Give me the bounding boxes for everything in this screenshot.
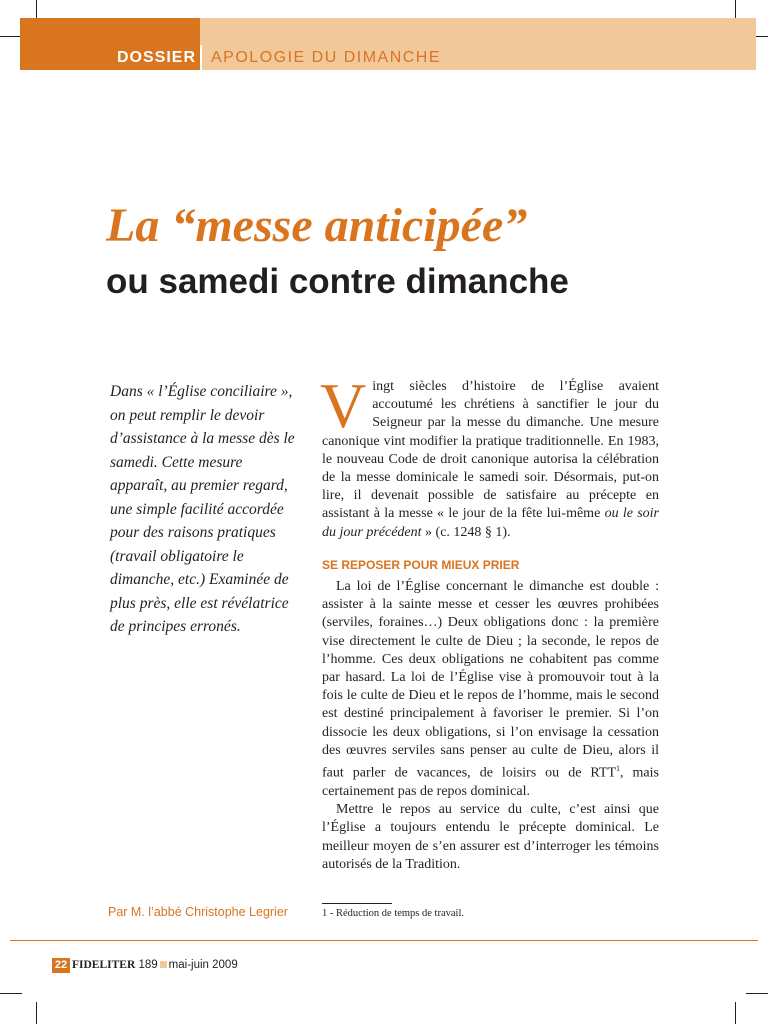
article-subtitle: ou samedi contre dimanche	[106, 262, 569, 301]
crop-mark	[0, 36, 22, 37]
magazine-info	[72, 959, 238, 971]
magazine-name: FIDELITER	[72, 959, 136, 971]
issue-date: mai-juin 2009	[168, 959, 238, 971]
intro-end: » (c. 1248 § 1).	[421, 524, 511, 540]
footnote-ref[interactable]: 1	[616, 764, 621, 774]
intro-paragraph	[320, 370, 659, 542]
square-icon	[160, 961, 167, 968]
section-title: APOLOGIE DU DIMANCHE	[211, 49, 442, 66]
byline: Par M. l’abbé Christophe Legrier	[108, 905, 288, 919]
body-paragraph	[322, 578, 659, 801]
article-title: La “messe anticipée”	[106, 199, 528, 252]
crop-mark	[36, 1002, 37, 1024]
crop-mark	[735, 1002, 736, 1024]
paragraph-text: La loi de l’Église concernant le dimanche est double : assister à la sainte messe et cesser les œuvres prohibées (serviles, foraines…) Deux obligations donc : la première vise directement le culte de Dieu ; la seconde, le repos de l’homme. Ces deux obligations ne cohabitent pas comme par hasard. La loi de l’Église vise à promouvoir tout à la fois le culte de Dieu et le repos de l’homme, mais le second est destiné principalement à favoriser le premier. Si l’on dissocie les deux obligations, si l’on envisage la cessation des œuvres serviles sans penser au culte de Dieu, alors il faut parler de vacances, de loisirs ou de RTT	[322, 579, 659, 781]
drop-cap: V	[320, 370, 367, 441]
intro-text: ingt siècles d’histoire de l’Église avaient accoutumé les chrétiens à sanctifier le jour du Seigneur par la messe du dimanche. Une mesure canonique vint modifier la pratique traditionnelle. En 1983, le nouveau Code de droit canonique autorisa la célébration de la messe dominicale le samedi soir. Désormais, put-on lire, il devenait possible de satisfaire au précepte en assistant à la messe « le jour de la fête lui-même	[322, 379, 659, 522]
footer-rule	[10, 940, 758, 941]
issue-number: 189	[138, 959, 158, 971]
body-paragraph: Mettre le repos au service du culte, c’est ainsi que l’Église a toujours entendu le précepte dominical. Le meilleur moyen de s’en assurer est d’interroger les témoins autorisés de la Tradition.	[322, 802, 659, 872]
article-lead: Dans « l’Église conciliaire », on peut remplir le devoir d’assistance à la messe dès le samedi. Cette mesure apparaît, au premier regard, une simple facilité accordée pour des raisons pratiques (travail obligatoire le dimanche, etc.) Examinée de plus près, elle est révélatrice de principes erronés.	[110, 383, 295, 635]
article-body	[322, 578, 659, 874]
crop-mark	[746, 993, 768, 994]
footnote-rule	[322, 903, 392, 904]
section-kicker: DOSSIER	[117, 49, 197, 66]
crop-mark	[0, 993, 22, 994]
footnote: 1 - Réduction de temps de travail.	[322, 908, 465, 919]
paragraph-text: , mais certainement pas de repos dominical.	[322, 765, 659, 799]
page-number: 22	[52, 958, 70, 973]
section-subhead: SE REPOSER POUR MIEUX PRIER	[322, 558, 520, 572]
header-divider	[200, 45, 202, 70]
intro-quote: ou le soir du jour précédent	[322, 506, 659, 540]
